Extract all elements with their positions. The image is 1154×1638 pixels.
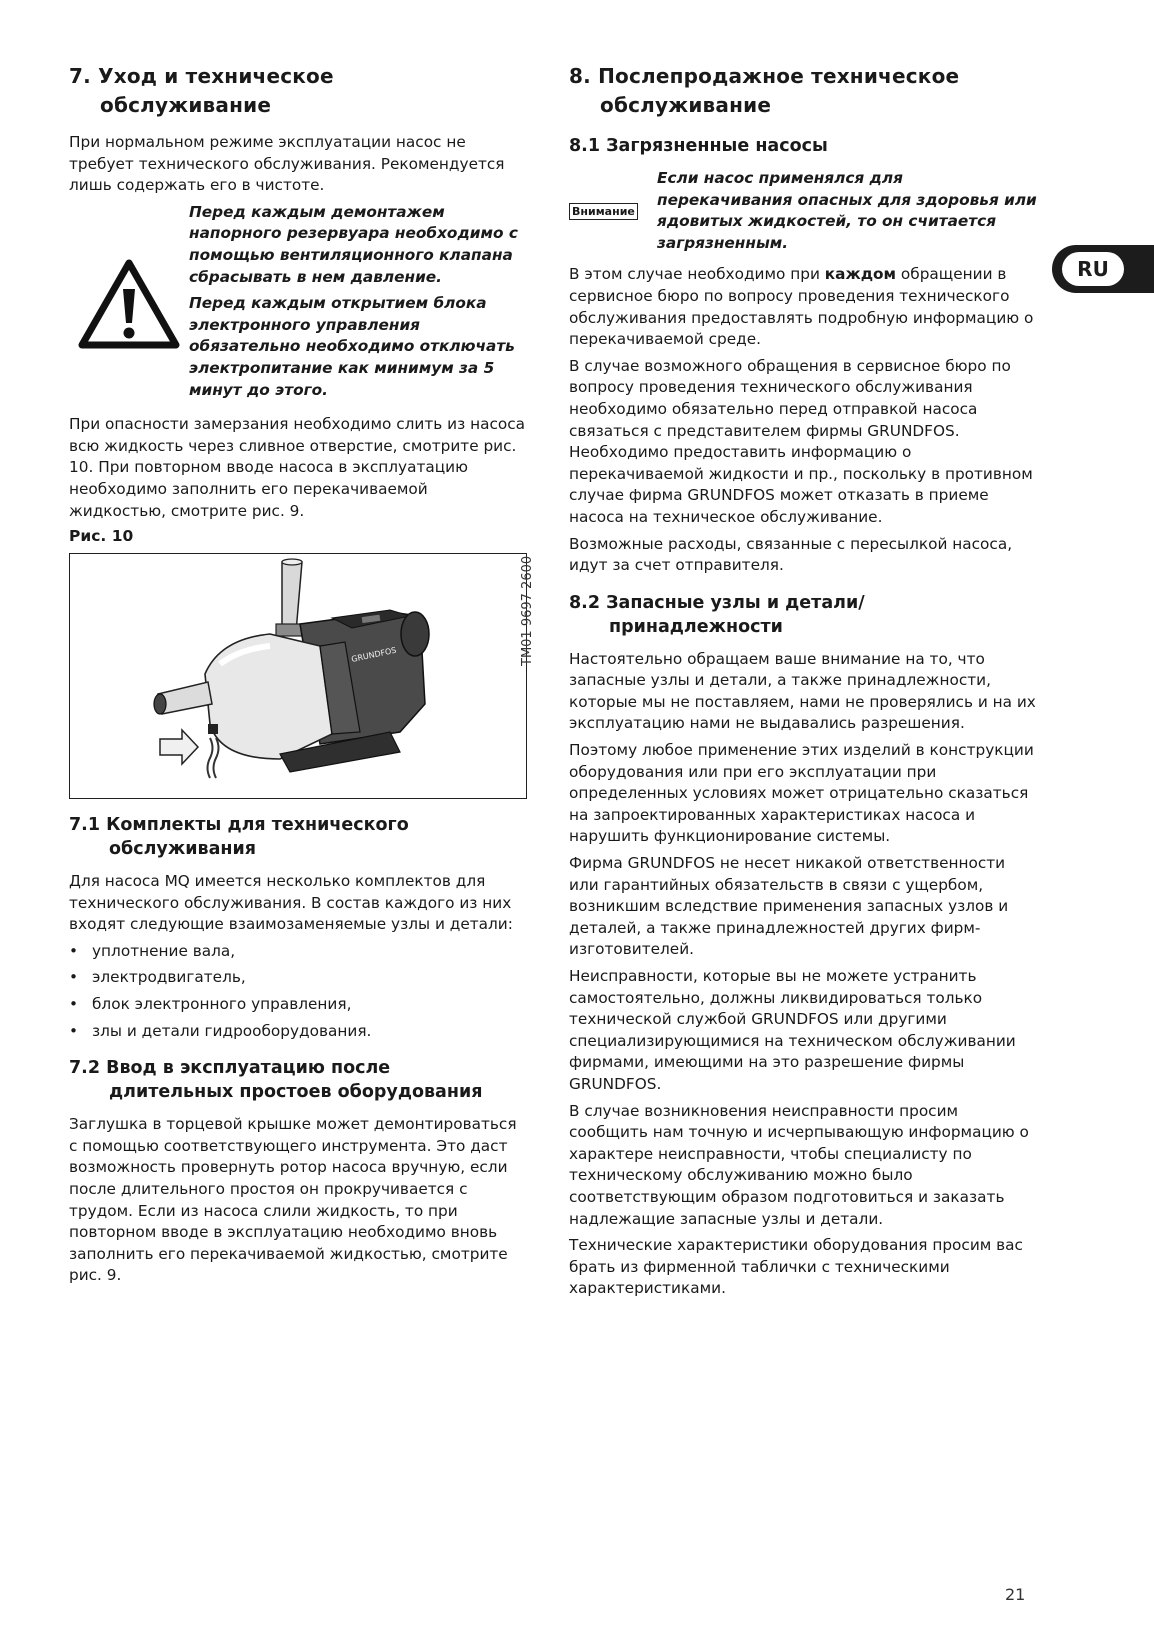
section-8-2-paragraph-6: Технические характеристики оборудования просим вас брать из фирменной таблички с техническими характеристиками.	[569, 1236, 1023, 1298]
section-8-title-line1: Послепродажное техническое	[598, 64, 960, 88]
section-7-title-line2: обслуживание	[100, 93, 272, 117]
section-7-2-paragraph: Заглушка в торцевой крышке может демонтироваться с помощью соответствующего инструмента. Это даст возможность провернуть ротор насоса вручную, если после длительного простоя он прокручивается с трудом. Если из насоса слили жидкость, то при повторном вводе в эксплуатацию необходимо вновь заполнить его перекачиваемой жидкостью, смотрите рис. 9.	[69, 1115, 517, 1285]
section-7-number: 7.	[69, 64, 91, 88]
attention-block	[569, 168, 1039, 254]
section-8-2-paragraph-2: Поэтому любое применение этих изделий в конструкции оборудования или при его эксплуатации при определенных условиях может отрицательно сказаться на запроектированных характеристиках насоса и нарушить функционирование системы.	[569, 741, 1034, 846]
section-7-paragraph-2: При опасности замерзания необходимо слить из насоса всю жидкость через сливное отверстие, смотрите рис. 10. При повторном вводе насоса в эксплуатацию необходимо заполнить его перекачиваемой жидкостью, смотрите рис. 9.	[69, 415, 526, 520]
section-8-2-paragraph-1: Настоятельно обращаем ваше внимание на то, что запасные узлы и детали, а также принадлежности, которые мы не поставляем, нами не проверялись и на их эксплуатацию нами не выдавались разрешения.	[569, 649, 1036, 733]
warning-text-2: Перед каждым открытием блока электронного управления обязательно необходимо отключать электропитание как минимум за 5 минут до этого.	[189, 294, 515, 399]
language-tab	[1052, 245, 1154, 293]
warning-text	[189, 202, 525, 406]
section-7-2-title-line1: Ввод в эксплуатацию после	[106, 1058, 391, 1079]
figure-caption: Рис. 10	[69, 527, 134, 546]
section-8-heading	[569, 62, 1039, 120]
list-item: • блок электронного управления,	[69, 995, 352, 1014]
section-7-1-title-line2: обслуживания	[109, 839, 256, 860]
pump-illustration	[70, 554, 525, 797]
section-7-title-line1: Уход и техническое	[98, 64, 334, 88]
figure-10: GRUNDFOS TM01 9697 2600	[69, 553, 527, 799]
section-7-1-title-line1: Комплекты для технического	[106, 815, 409, 836]
section-8-2-paragraph-4: Неисправности, которые вы не можете устранить самостоятельно, должны ликвидироваться только технической службой GRUNDFOS или другими специализирующимися на техническом обслуживании фирмами, имеющими на это разрешение фирмы GRUNDFOS.	[569, 967, 1016, 1093]
section-7-2-number: 7.2	[69, 1058, 101, 1079]
section-8-title-line2: обслуживание	[600, 93, 772, 117]
section-7-2-heading	[69, 1056, 525, 1104]
page-number: 21	[1005, 1585, 1026, 1604]
section-8-2-title-line2: принадлежности	[609, 616, 783, 637]
attention-label: Внимание	[569, 203, 638, 220]
warning-triangle-icon	[69, 202, 189, 406]
section-7-1-number: 7.1	[69, 815, 101, 836]
right-column	[569, 62, 1039, 1305]
attention-label-box	[569, 168, 657, 254]
section-8-1-paragraph-2: В случае возможного обращения в сервисное бюро по вопросу проведения технического обслуживания необходимо обязательно перед отправкой насоса связаться с представителем фирмы GRUNDFOS. Необходимо предоставить информацию о перекачиваемой жидкости и пр., поскольку в противном случае фирма GRUNDFOS может отказать в приеме насоса на техническое обслуживание.	[569, 356, 1033, 526]
list-item: • злы и детали гидрооборудования.	[69, 1021, 372, 1040]
maintenance-kit-list	[69, 941, 525, 1042]
warning-block	[69, 202, 525, 406]
section-8-2-paragraph-3: Фирма GRUNDFOS не несет никакой ответственности или гарантийных обязательств в связи с ущербом, возникшим вследствие применения запасных узлов и деталей, а также принадлежностей других фирм-изготовителей.	[569, 854, 1009, 959]
section-8-2-paragraph-5: В случае возникновения неисправности просим сообщить нам точную и исчерпывающую информацию о характере неисправности, чтобы специалисту по техническому обслуживанию можно было соответствующим образом подготовиться и заказать надлежащие запасные узлы и детали.	[569, 1101, 1029, 1228]
warning-text-1: Перед каждым демонтажем напорного резервуара необходимо с помощью вентиляционного клапана сбрасывать в нем давление.	[189, 202, 518, 286]
attention-text-wrap	[657, 168, 1039, 254]
section-8-number: 8.	[569, 64, 591, 88]
section-7-paragraph-1: При нормальном режиме эксплуатации насос не требует технического обслуживания. Рекомендуется лишь содержать его в чистоте.	[69, 133, 505, 195]
section-7-1-heading	[69, 813, 525, 861]
section-8-1-heading: 8.1 Загрязненные насосы	[569, 136, 828, 156]
section-8-2-heading	[569, 591, 1039, 639]
section-7-2-title-line2: длительных простоев оборудования	[109, 1082, 483, 1103]
figure-brand-text: GRUNDFOS	[350, 645, 398, 665]
list-item: • электродвигатель,	[69, 968, 246, 987]
section-8-2-number: 8.2	[569, 592, 601, 613]
left-column	[69, 62, 535, 1292]
section-7-heading	[69, 62, 525, 120]
section-8-1-paragraph-3: Возможные расходы, связанные с пересылкой насоса, идут за счет отправителя.	[569, 534, 1013, 575]
list-item: • уплотнение вала,	[69, 941, 236, 960]
language-tab-label: RU	[1062, 252, 1124, 286]
attention-text: Если насос применялся для перекачивания опасных для здоровья или ядовитых жидкостей, то он считается загрязненным.	[657, 169, 1037, 252]
section-8-2-title-line1: Запасные узлы и детали/	[606, 592, 865, 613]
section-7-1-paragraph: Для насоса MQ имеется несколько комплектов для технического обслуживания. В состав каждого из них входят следующие взаимозаменяемые узлы и детали:	[69, 872, 513, 934]
section-8-1-paragraph-1: В этом случае необходимо при каждом обращении в сервисное бюро по вопросу проведения технического обслуживания предоставлять подробную информацию о перекачиваемой среде.	[569, 265, 1034, 349]
